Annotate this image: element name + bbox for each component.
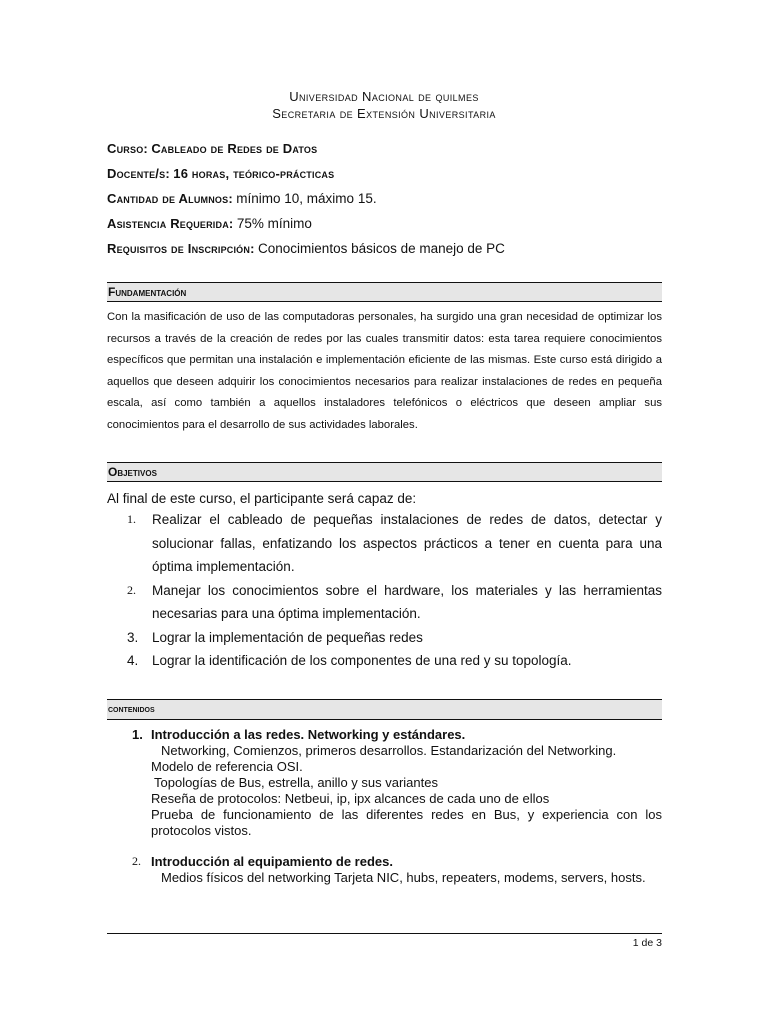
list-number: 2.	[132, 854, 141, 868]
contenido-line: Reseña de protocolos: Netbeui, ip, ipx alcances de cada uno de ellos	[151, 791, 550, 806]
list-item	[107, 649, 662, 673]
contenido-title: Introducción a las redes. Networking y estándares.	[151, 727, 466, 742]
list-number: 1.	[127, 512, 136, 526]
secretariat-name: Secretaria de Extensión Universitaria	[272, 106, 496, 121]
field-requisitos: Requisitos de Inscripción: Conocimientos básicos de manejo de PC	[107, 241, 505, 256]
field-label: Asistencia Requerida	[107, 216, 229, 231]
section-fundamentacion-title: Fundamentación	[107, 282, 662, 302]
field-curso: Curso: Cableado de Redes de Datos	[107, 141, 318, 156]
list-item	[107, 508, 662, 579]
contenido-line: Topologías de Bus, estrella, anillo y sus variantes	[154, 775, 438, 790]
contenido-line: Networking, Comienzos, primeros desarrollos. Estandarización del Networking.	[161, 743, 617, 758]
list-number: 3.	[127, 629, 139, 645]
list-number: 4.	[127, 653, 139, 668]
objetivos-intro: Al final de este curso, el participante será capaz de:	[107, 491, 417, 506]
contenido-line: Prueba de funcionamiento de las diferentes redes en Bus, y experiencia con los protocolos vistos.	[151, 807, 662, 838]
field-value: Conocimientos básicos de manejo de PC	[258, 241, 505, 256]
list-item-text: Lograr la implementación de pequeñas redes	[152, 629, 423, 645]
section-contenidos-title: contenidos	[107, 699, 662, 720]
university-name: Universidad Nacional de quilmes	[289, 89, 479, 104]
field-label: Docente/s	[107, 166, 166, 181]
field-asistencia: Asistencia Requerida: 75% mínimo	[107, 216, 312, 231]
field-label: Curso	[107, 141, 144, 156]
section-objetivos-title: Objetivos	[107, 462, 662, 482]
fundamentacion-text: Con la masificación de uso de las computadoras personales, ha surgido una gran necesidad de optimizar los recursos a través de la creación de redes por las cuales transmitir datos: esta tarea requiere conocimientos específicos que permitan una instalación e implementación eficiente de las mismas. Este curso está dirigido a aquellos que deseen adquirir los conocimientos necesarios para realizar instalaciones de redes en pequeña escala, así como también a aquellos instaladores telefónicos o eléctricos que deseen ampliar sus conocimientos para el desarrollo de sus actividades laborales.	[107, 311, 662, 431]
course-info	[107, 139, 662, 264]
list-number: 1.	[132, 727, 143, 742]
list-item	[107, 579, 662, 626]
contenido-line: Modelo de referencia OSI.	[151, 759, 303, 774]
list-number: 2.	[127, 582, 136, 597]
field-label: Cantidad de Alumnos	[107, 191, 229, 206]
field-value: mínimo 10, máximo 15.	[236, 191, 377, 206]
list-item-text: Realizar el cableado de pequeñas instalaciones de redes de datos, detectar y solucionar fallas, enfatizando los aspectos prácticos a tener en cuenta para una óptima implementación.	[152, 512, 662, 574]
objetivos-list	[107, 508, 662, 673]
footer-divider	[107, 933, 662, 934]
contenido-item	[132, 854, 662, 886]
field-value: 16 horas, teórico-prácticas	[173, 166, 335, 181]
field-value: Cableado de Redes de Datos	[151, 141, 318, 156]
field-cantidad-alumnos: Cantidad de Alumnos: mínimo 10, máximo 15.	[107, 191, 377, 206]
list-item-text: Manejar los conocimientos sobre el hardware, los materiales y las herramientas necesarias para una óptima implementación.	[152, 582, 662, 621]
list-item-text: Lograr la identificación de los componentes de una red y su topología.	[152, 653, 572, 668]
document-header	[0, 88, 768, 122]
field-docentes: Docente/s: 16 horas, teórico-prácticas	[107, 166, 335, 181]
contenido-item	[132, 727, 662, 839]
list-item	[107, 626, 662, 650]
page-number: 1 de 3	[632, 937, 662, 949]
field-label: Requisitos de Inscripción	[107, 241, 251, 256]
contenido-line: Medios físicos del networking Tarjeta NIC, hubs, repeaters, modems, servers, hosts.	[161, 870, 646, 885]
field-value: 75% mínimo	[236, 216, 312, 231]
contenido-title: Introducción al equipamiento de redes.	[151, 854, 393, 869]
